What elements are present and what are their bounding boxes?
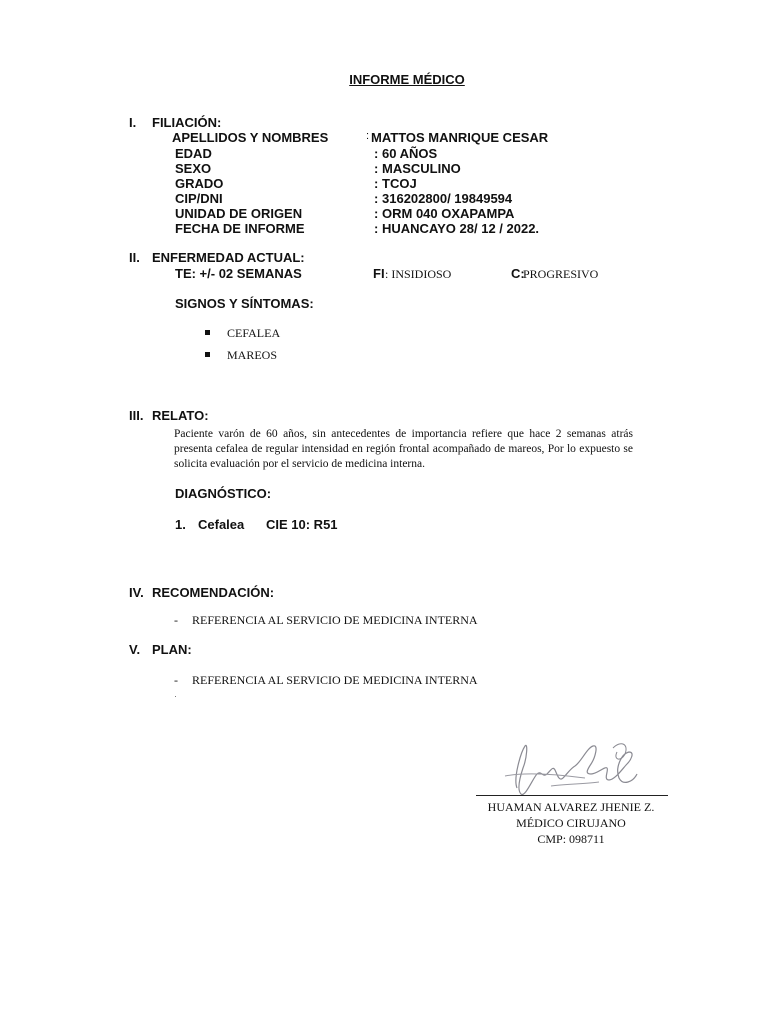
field-value: 60 AÑOS: [382, 146, 438, 161]
section-heading-filiacion: FILIACIÓN:: [152, 115, 222, 130]
section-heading-enfermedad: ENFERMEDAD ACTUAL:: [152, 250, 305, 265]
field-value: MATTOS MANRIQUE CESAR: [371, 130, 549, 145]
forma-inicio-value: : INSIDIOSO: [385, 267, 452, 281]
doctor-role: MÉDICO CIRUJANO: [516, 816, 626, 830]
section-heading-plan: PLAN:: [152, 642, 192, 657]
curso-label: C:: [511, 266, 525, 281]
field-value: MASCULINO: [382, 161, 461, 176]
field-label: UNIDAD DE ORIGEN: [175, 206, 303, 221]
section-heading-relato: RELATO:: [152, 408, 209, 423]
section-number: II.: [129, 250, 140, 265]
section-number: IV.: [129, 585, 144, 600]
plan-item: REFERENCIA AL SERVICIO DE MEDICINA INTERNA: [192, 673, 478, 687]
page-title: INFORME MÉDICO: [349, 72, 465, 87]
field-separator: :: [374, 146, 379, 161]
tiempo-enfermedad: TE: +/- 02 SEMANAS: [175, 266, 302, 281]
field-label: FECHA DE INFORME: [175, 221, 305, 236]
field-value: 316202800/ 19849594: [382, 191, 513, 206]
section-number: III.: [129, 408, 144, 423]
field-label: EDAD: [175, 146, 212, 161]
relato-text: Paciente varón de 60 años, sin antecedentes de importancia refiere que hace 2 semanas atrás presenta cefalea de regular intensidad en región frontal acompañado de mareos, Por lo expuesto se solicita evaluación por el servicio de medicina interna.: [174, 428, 633, 470]
field-label: SEXO: [175, 161, 212, 176]
section-number: I.: [129, 115, 137, 130]
diagnostico-name: Cefalea: [198, 517, 245, 532]
stray-dot: [175, 696, 176, 697]
field-separator: :: [374, 206, 379, 221]
field-value: ORM 040 OXAPAMPA: [382, 206, 515, 221]
field-separator: :: [374, 176, 379, 191]
field-value: TCOJ: [382, 176, 417, 191]
doctor-name: HUAMAN ALVAREZ JHENIE Z.: [487, 800, 655, 814]
diagnostico-number: 1.: [175, 517, 186, 532]
dash: -: [174, 613, 178, 627]
recomendacion-item: REFERENCIA AL SERVICIO DE MEDICINA INTERNA: [192, 613, 478, 627]
field-separator: :: [374, 191, 379, 206]
field-label: CIP/DNI: [175, 191, 223, 206]
field-value: HUANCAYO 28/ 12 / 2022.: [382, 221, 540, 236]
field-separator: :: [374, 161, 379, 176]
dash: -: [174, 673, 178, 687]
curso-value: PROGRESIVO: [523, 267, 599, 281]
section-number: V.: [129, 642, 141, 657]
list-item: MAREOS: [227, 348, 278, 362]
diagnostico-code: CIE 10: R51: [266, 517, 338, 532]
doctor-cmp: CMP: 098711: [537, 832, 605, 846]
field-separator: :: [366, 130, 370, 142]
forma-inicio-label: FI: [373, 266, 385, 281]
field-label: APELLIDOS Y NOMBRES: [172, 130, 329, 145]
signature-line: [476, 795, 668, 796]
signos-heading: SIGNOS Y SÍNTOMAS:: [175, 296, 314, 311]
diagnostico-heading: DIAGNÓSTICO:: [175, 486, 272, 501]
section-heading-recomendacion: RECOMENDACIÓN:: [152, 585, 275, 600]
list-item: CEFALEA: [227, 326, 281, 340]
bullet-icon: [205, 352, 210, 357]
field-separator: :: [374, 221, 379, 236]
field-label: GRADO: [175, 176, 224, 191]
bullet-icon: [205, 330, 210, 335]
